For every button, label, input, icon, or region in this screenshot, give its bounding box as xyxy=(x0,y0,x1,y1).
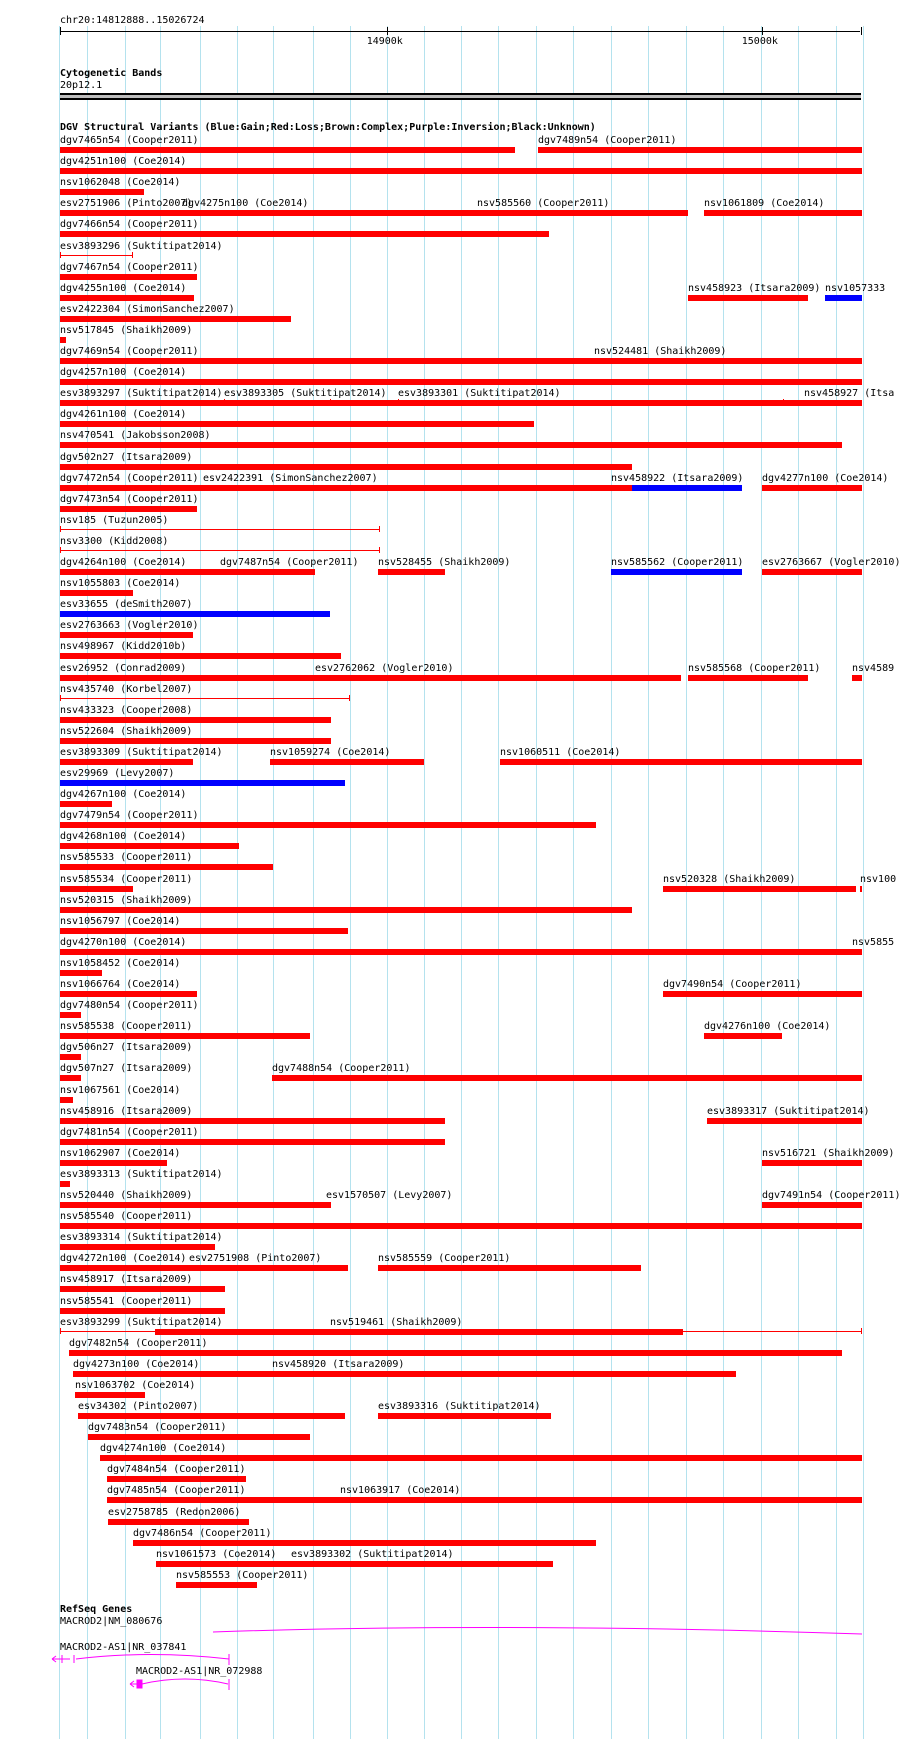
variant-endcap xyxy=(60,695,61,701)
variant-bar[interactable] xyxy=(88,1434,310,1440)
variant-bar[interactable] xyxy=(611,569,742,575)
gridline xyxy=(461,26,462,1739)
variant-label[interactable]: dgv7467n54 (Cooper2011) xyxy=(60,262,199,273)
variant-label[interactable]: nsv458917 (Itsara2009) xyxy=(60,1274,193,1285)
gene-label-macrod2[interactable]: MACROD2|NM_080676 xyxy=(60,1616,163,1627)
variant-label[interactable]: esv2751908 (Pinto2007) xyxy=(189,1253,322,1264)
variant-bar[interactable] xyxy=(762,1202,862,1208)
variant-bar[interactable] xyxy=(60,1286,225,1292)
variant-bar[interactable] xyxy=(75,1392,145,1398)
variant-line[interactable] xyxy=(60,255,133,256)
variant-label[interactable]: esv3893313 (Suktitipat2014) xyxy=(60,1169,223,1180)
variant-label[interactable]: esv2422391 (SimonSanchez2007) xyxy=(203,473,378,484)
variant-label[interactable]: dgv7484n54 (Cooper2011) xyxy=(107,1464,246,1475)
variant-bar[interactable] xyxy=(60,210,663,216)
variant-bar[interactable] xyxy=(60,1118,445,1124)
variant-label[interactable]: dgv7487n54 (Cooper2011) xyxy=(220,557,359,568)
variant-bar[interactable] xyxy=(60,843,239,849)
variant-label[interactable]: esv29969 (Levy2007) xyxy=(60,768,175,779)
variant-bar[interactable] xyxy=(60,379,862,385)
variant-bar[interactable] xyxy=(60,864,273,870)
variant-bar[interactable] xyxy=(107,1476,246,1482)
variant-endcap xyxy=(379,526,380,532)
gene-model-macrod2[interactable] xyxy=(213,1627,862,1634)
variant-label[interactable]: nsv585534 (Cooper2011) xyxy=(60,874,193,885)
variant-label[interactable]: nsv1063702 (Coe2014) xyxy=(75,1380,196,1391)
variant-label[interactable]: dgv4275n100 (Coe2014) xyxy=(182,198,309,209)
variant-label[interactable]: nsv1066764 (Coe2014) xyxy=(60,979,181,990)
gridline xyxy=(498,26,499,1739)
gridline xyxy=(611,26,612,1739)
variant-label[interactable]: dgv4261n100 (Coe2014) xyxy=(60,409,187,420)
variant-bar[interactable] xyxy=(60,316,291,322)
variant-label[interactable]: nsv519461 (Shaikh2009) xyxy=(330,1317,463,1328)
gridline xyxy=(273,26,274,1739)
variant-bar[interactable] xyxy=(60,1139,445,1145)
variant-label[interactable]: nsv585538 (Cooper2011) xyxy=(60,1021,193,1032)
variant-bar[interactable] xyxy=(704,1033,782,1039)
variant-label[interactable]: dgv4276n100 (Coe2014) xyxy=(704,1021,831,1032)
variant-label[interactable]: dgv7491n54 (Cooper2011) xyxy=(762,1190,900,1201)
variant-line[interactable] xyxy=(60,529,380,530)
variant-endcap xyxy=(60,1328,61,1334)
variant-label[interactable]: esv3893302 (Suktitipat2014) xyxy=(291,1549,454,1560)
variant-label[interactable]: dgv7485n54 (Cooper2011) xyxy=(107,1485,246,1496)
variant-label[interactable]: nsv458916 (Itsara2009) xyxy=(60,1106,193,1117)
variant-label[interactable]: dgv4251n100 (Coe2014) xyxy=(60,156,187,167)
variant-label[interactable]: nsv528455 (Shaikh2009) xyxy=(378,557,511,568)
variant-label[interactable]: esv3893309 (Suktitipat2014) xyxy=(60,747,223,758)
variant-bar[interactable] xyxy=(663,991,862,997)
variant-label[interactable]: dgv7482n54 (Cooper2011) xyxy=(69,1338,208,1349)
variant-bar[interactable] xyxy=(60,421,534,427)
variant-bar[interactable] xyxy=(60,1181,70,1187)
variant-bar[interactable] xyxy=(315,675,681,681)
variant-bar[interactable] xyxy=(60,147,515,153)
variant-bar[interactable] xyxy=(108,1519,249,1525)
variant-bar[interactable] xyxy=(60,1012,81,1018)
gridline xyxy=(387,26,388,1739)
variant-bar[interactable] xyxy=(60,611,330,617)
variant-bar[interactable] xyxy=(60,991,197,997)
gridline xyxy=(424,26,425,1739)
variant-endcap xyxy=(60,547,61,553)
variant-bar[interactable] xyxy=(60,717,331,723)
ruler-end-tick xyxy=(861,27,862,35)
variant-bar[interactable] xyxy=(60,1075,81,1081)
variant-label[interactable]: esv2758785 (Redon2006) xyxy=(108,1507,241,1518)
variant-label[interactable]: esv3893314 (Suktitipat2014) xyxy=(60,1232,223,1243)
variant-bar[interactable] xyxy=(762,1160,862,1166)
variant-label[interactable]: nsv470541 (Jakobsson2008) xyxy=(60,430,211,441)
variant-bar[interactable] xyxy=(60,1033,310,1039)
variant-label[interactable]: dgv4270n100 (Coe2014) xyxy=(60,937,187,948)
cytoband-bar[interactable] xyxy=(60,93,861,100)
variant-label[interactable]: dgv4267n100 (Coe2014) xyxy=(60,789,187,800)
variant-label[interactable]: dgv7473n54 (Cooper2011) xyxy=(60,494,199,505)
dgv-track-title[interactable]: DGV Structural Variants (Blue:Gain;Red:Loss;Brown:Complex;Purple:Inversion;Black:Unknown) xyxy=(60,122,596,133)
variant-label[interactable]: nsv458922 (Itsara2009) xyxy=(611,473,744,484)
variant-bar[interactable] xyxy=(272,1075,862,1081)
variant-bar[interactable] xyxy=(60,442,842,448)
variant-label[interactable]: dgv4274n100 (Coe2014) xyxy=(100,1443,227,1454)
variant-bar[interactable] xyxy=(60,970,102,976)
ruler-axis xyxy=(60,31,860,32)
variant-bar[interactable] xyxy=(60,189,144,195)
cytoband-track-title[interactable]: Cytogenetic Bands xyxy=(60,68,163,79)
variant-bar[interactable] xyxy=(60,506,197,512)
variant-bar[interactable] xyxy=(60,886,133,892)
variant-label[interactable]: dgv7486n54 (Cooper2011) xyxy=(133,1528,272,1539)
variant-label[interactable]: esv33655 (deSmith2007) xyxy=(60,599,193,610)
variant-label[interactable]: dgv7483n54 (Cooper2011) xyxy=(88,1422,227,1433)
variant-bar[interactable] xyxy=(60,1265,348,1271)
variant-label[interactable]: esv1570507 (Levy2007) xyxy=(326,1190,453,1201)
gridline xyxy=(350,26,351,1739)
variant-label[interactable]: dgv502n27 (Itsara2009) xyxy=(60,452,193,463)
variant-bar[interactable] xyxy=(60,231,549,237)
variant-label[interactable]: nsv520440 (Shaikh2009) xyxy=(60,1190,193,1201)
variant-label[interactable]: esv34302 (Pinto2007) xyxy=(78,1401,199,1412)
ruler-label-15000k: 15000k xyxy=(741,36,778,47)
variant-line[interactable] xyxy=(60,698,350,699)
variant-label[interactable]: esv3893299 (Suktitipat2014) xyxy=(60,1317,223,1328)
variant-label[interactable]: nsv1058452 (Coe2014) xyxy=(60,958,181,969)
variant-label[interactable]: nsv458927 (Itsa xyxy=(804,388,895,399)
variant-label[interactable]: nsv585562 (Cooper2011) xyxy=(611,557,744,568)
ruler-tick xyxy=(762,27,763,35)
variant-bar[interactable] xyxy=(60,358,862,364)
variant-label[interactable]: esv2422304 (SimonSanchez2007) xyxy=(60,304,235,315)
variant-label[interactable]: dgv7480n54 (Cooper2011) xyxy=(60,1000,199,1011)
variant-label[interactable]: nsv100 xyxy=(860,874,897,885)
variant-bar[interactable] xyxy=(60,400,862,406)
gridline xyxy=(648,26,649,1739)
variant-label[interactable]: dgv4264n100 (Coe2014) xyxy=(60,557,187,568)
variant-line[interactable] xyxy=(60,550,380,551)
variant-bar[interactable] xyxy=(378,569,445,575)
variant-bar[interactable] xyxy=(688,295,808,301)
variant-label[interactable]: nsv458920 (Itsara2009) xyxy=(272,1359,405,1370)
variant-label[interactable]: dgv507n27 (Itsara2009) xyxy=(60,1063,193,1074)
variant-bar[interactable] xyxy=(60,1244,215,1250)
gene-label-macrod2-as1-nr072988[interactable]: MACROD2-AS1|NR_072988 xyxy=(136,1666,263,1677)
variant-bar[interactable] xyxy=(860,886,862,892)
variant-bar[interactable] xyxy=(60,1308,225,1314)
variant-bar[interactable] xyxy=(500,759,862,765)
variant-bar[interactable] xyxy=(60,1223,862,1229)
variant-label[interactable]: nsv1055803 (Coe2014) xyxy=(60,578,181,589)
variant-bar[interactable] xyxy=(688,675,808,681)
variant-label[interactable]: esv3893296 (Suktitipat2014) xyxy=(60,241,223,252)
variant-bar[interactable] xyxy=(60,801,112,807)
variant-bar[interactable] xyxy=(762,485,862,491)
variant-bar[interactable] xyxy=(100,1455,862,1461)
variant-bar[interactable] xyxy=(60,337,66,343)
variant-bar[interactable] xyxy=(60,1054,81,1060)
variant-label[interactable]: dgv4257n100 (Coe2014) xyxy=(60,367,187,378)
variant-label[interactable]: esv2763663 (Vogler2010) xyxy=(60,620,199,631)
variant-bar[interactable] xyxy=(60,738,331,744)
ruler-end-tick xyxy=(60,27,61,35)
variant-label[interactable]: nsv517845 (Shaikh2009) xyxy=(60,325,193,336)
variant-bar[interactable] xyxy=(707,1118,862,1124)
gridline xyxy=(200,26,201,1739)
refseq-gene-models xyxy=(0,1620,890,1700)
variant-bar[interactable] xyxy=(60,928,348,934)
variant-label[interactable]: esv2751906 (Pinto2007) xyxy=(60,198,193,209)
variant-label[interactable]: dgv4273n100 (Coe2014) xyxy=(73,1359,200,1370)
variant-bar[interactable] xyxy=(60,168,862,174)
variant-bar[interactable] xyxy=(60,759,193,765)
variant-label[interactable]: nsv1060511 (Coe2014) xyxy=(500,747,621,758)
variant-bar[interactable] xyxy=(60,1160,167,1166)
variant-label[interactable]: nsv585559 (Cooper2011) xyxy=(378,1253,511,1264)
variant-label[interactable]: nsv435740 (Korbel2007) xyxy=(60,684,193,695)
variant-bar[interactable] xyxy=(663,886,856,892)
variant-label[interactable]: dgv7469n54 (Cooper2011) xyxy=(60,346,199,357)
variant-label[interactable]: nsv1063917 (Coe2014) xyxy=(340,1485,461,1496)
variant-label[interactable]: dgv7490n54 (Cooper2011) xyxy=(663,979,802,990)
variant-bar[interactable] xyxy=(825,295,862,301)
variant-bar[interactable] xyxy=(270,759,424,765)
variant-label[interactable]: nsv458923 (Itsara2009) xyxy=(688,283,821,294)
variant-label[interactable]: nsv585540 (Cooper2011) xyxy=(60,1211,193,1222)
variant-label[interactable]: dgv7472n54 (Cooper2011) xyxy=(60,473,199,484)
variant-bar[interactable] xyxy=(60,675,341,681)
variant-endcap xyxy=(379,547,380,553)
variant-label[interactable]: nsv3300 (Kidd2008) xyxy=(60,536,169,547)
variant-label[interactable]: nsv185 (Tuzun2005) xyxy=(60,515,169,526)
variant-bar[interactable] xyxy=(78,1413,345,1419)
variant-label[interactable]: nsv585533 (Cooper2011) xyxy=(60,852,193,863)
variant-label[interactable]: nsv1061573 (Coe2014) xyxy=(156,1549,277,1560)
variant-label[interactable]: nsv585568 (Cooper2011) xyxy=(688,663,821,674)
variant-label[interactable]: nsv5855 xyxy=(852,937,895,948)
variant-label[interactable]: nsv520328 (Shaikh2009) xyxy=(663,874,796,885)
ruler-label-14900k: 14900k xyxy=(366,36,403,47)
variant-label[interactable]: nsv1056797 (Coe2014) xyxy=(60,916,181,927)
variant-label[interactable]: nsv1067561 (Coe2014) xyxy=(60,1085,181,1096)
variant-bar[interactable] xyxy=(60,632,193,638)
variant-label[interactable]: nsv516721 (Shaikh2009) xyxy=(762,1148,895,1159)
variant-label[interactable]: nsv4589 xyxy=(852,663,895,674)
ruler-tick xyxy=(387,27,388,35)
variant-label[interactable]: dgv506n27 (Itsara2009) xyxy=(60,1042,193,1053)
variant-label[interactable]: nsv1057333 xyxy=(825,283,886,294)
variant-label[interactable]: esv2763667 (Vogler2010) xyxy=(762,557,900,568)
variant-label[interactable]: dgv7488n54 (Cooper2011) xyxy=(272,1063,411,1074)
variant-label[interactable]: dgv7481n54 (Cooper2011) xyxy=(60,1127,199,1138)
variant-label[interactable]: dgv7466n54 (Cooper2011) xyxy=(60,219,199,230)
variant-label[interactable]: nsv433323 (Cooper2008) xyxy=(60,705,193,716)
variant-bar[interactable] xyxy=(60,1202,331,1208)
variant-label[interactable]: dgv4272n100 (Coe2014) xyxy=(60,1253,187,1264)
variant-bar[interactable] xyxy=(60,653,341,659)
gene-model-macrod2-as1-nr037841[interactable] xyxy=(52,1654,229,1665)
gridline xyxy=(313,26,314,1739)
variant-bar[interactable] xyxy=(133,1540,596,1546)
variant-bar[interactable] xyxy=(378,1413,551,1419)
variant-bar[interactable] xyxy=(60,822,596,828)
variant-bar[interactable] xyxy=(60,274,197,280)
variant-bar[interactable] xyxy=(107,1497,398,1503)
variant-label[interactable]: esv3893297 (Suktitipat2014) xyxy=(60,388,223,399)
variant-bar[interactable] xyxy=(60,1097,73,1103)
variant-bar[interactable] xyxy=(340,1497,862,1503)
variant-label[interactable]: esv3893317 (Suktitipat2014) xyxy=(707,1106,870,1117)
variant-bar[interactable] xyxy=(155,1329,683,1335)
variant-bar[interactable] xyxy=(60,780,345,786)
variant-endcap xyxy=(132,252,133,258)
gridline xyxy=(237,26,238,1739)
variant-label[interactable]: nsv585541 (Cooper2011) xyxy=(60,1296,193,1307)
variant-label[interactable]: dgv7465n54 (Cooper2011) xyxy=(60,135,199,146)
variant-label[interactable]: esv3893316 (Suktitipat2014) xyxy=(378,1401,541,1412)
variant-bar[interactable] xyxy=(60,295,194,301)
refseq-track-title[interactable]: RefSeq Genes xyxy=(60,1604,133,1615)
gene-label-macrod2-as1-nr037841[interactable]: MACROD2-AS1|NR_037841 xyxy=(60,1642,187,1653)
variant-bar[interactable] xyxy=(378,1265,641,1271)
variant-label[interactable]: nsv498967 (Kidd2010b) xyxy=(60,641,187,652)
variant-label[interactable]: esv2762062 (Vogler2010) xyxy=(315,663,454,674)
variant-endcap xyxy=(861,1328,862,1334)
gene-model-macrod2-as1-nr072988[interactable] xyxy=(130,1679,229,1690)
variant-label[interactable]: nsv520315 (Shaikh2009) xyxy=(60,895,193,906)
variant-bar[interactable] xyxy=(852,675,862,681)
variant-label[interactable]: esv3893301 (Suktitipat2014) xyxy=(398,388,561,399)
variant-label[interactable]: nsv1062048 (Coe2014) xyxy=(60,177,181,188)
variant-endcap xyxy=(349,695,350,701)
variant-label[interactable]: nsv1061809 (Coe2014) xyxy=(704,198,825,209)
cytoband-label: 20p12.1 xyxy=(60,80,103,91)
variant-bar[interactable] xyxy=(60,569,315,575)
variant-bar[interactable] xyxy=(762,569,862,575)
gridline xyxy=(573,26,574,1739)
variant-label[interactable]: esv3893305 (Suktitipat2014) xyxy=(224,388,387,399)
gridline xyxy=(536,26,537,1739)
variant-bar[interactable] xyxy=(60,590,133,596)
variant-endcap xyxy=(60,252,61,258)
variant-label[interactable]: nsv585553 (Cooper2011) xyxy=(176,1570,309,1581)
variant-label[interactable]: dgv4268n100 (Coe2014) xyxy=(60,831,187,842)
variant-label[interactable]: nsv1062907 (Coe2014) xyxy=(60,1148,181,1159)
variant-label[interactable]: nsv1059274 (Coe2014) xyxy=(270,747,391,758)
variant-bar[interactable] xyxy=(704,210,862,216)
variant-label[interactable]: nsv524481 (Shaikh2009) xyxy=(594,346,727,357)
variant-bar[interactable] xyxy=(156,1561,553,1567)
variant-bar[interactable] xyxy=(60,464,632,470)
variant-bar[interactable] xyxy=(538,147,862,153)
variant-label[interactable]: esv26952 (Conrad2009) xyxy=(60,663,187,674)
variant-bar[interactable] xyxy=(60,949,862,955)
variant-label[interactable]: dgv7489n54 (Cooper2011) xyxy=(538,135,677,146)
location-label: chr20:14812888..15026724 xyxy=(60,15,205,26)
variant-label[interactable]: dgv4277n100 (Coe2014) xyxy=(762,473,889,484)
variant-label[interactable]: nsv585560 (Cooper2011) xyxy=(477,198,610,209)
variant-bar[interactable] xyxy=(60,485,632,491)
variant-bar[interactable] xyxy=(176,1582,257,1588)
variant-label[interactable]: nsv522604 (Shaikh2009) xyxy=(60,726,193,737)
variant-bar[interactable] xyxy=(73,1371,736,1377)
variant-label[interactable]: dgv4255n100 (Coe2014) xyxy=(60,283,187,294)
variant-endcap xyxy=(60,526,61,532)
variant-bar[interactable] xyxy=(60,907,632,913)
variant-label[interactable]: dgv7479n54 (Cooper2011) xyxy=(60,810,199,821)
variant-bar[interactable] xyxy=(69,1350,842,1356)
